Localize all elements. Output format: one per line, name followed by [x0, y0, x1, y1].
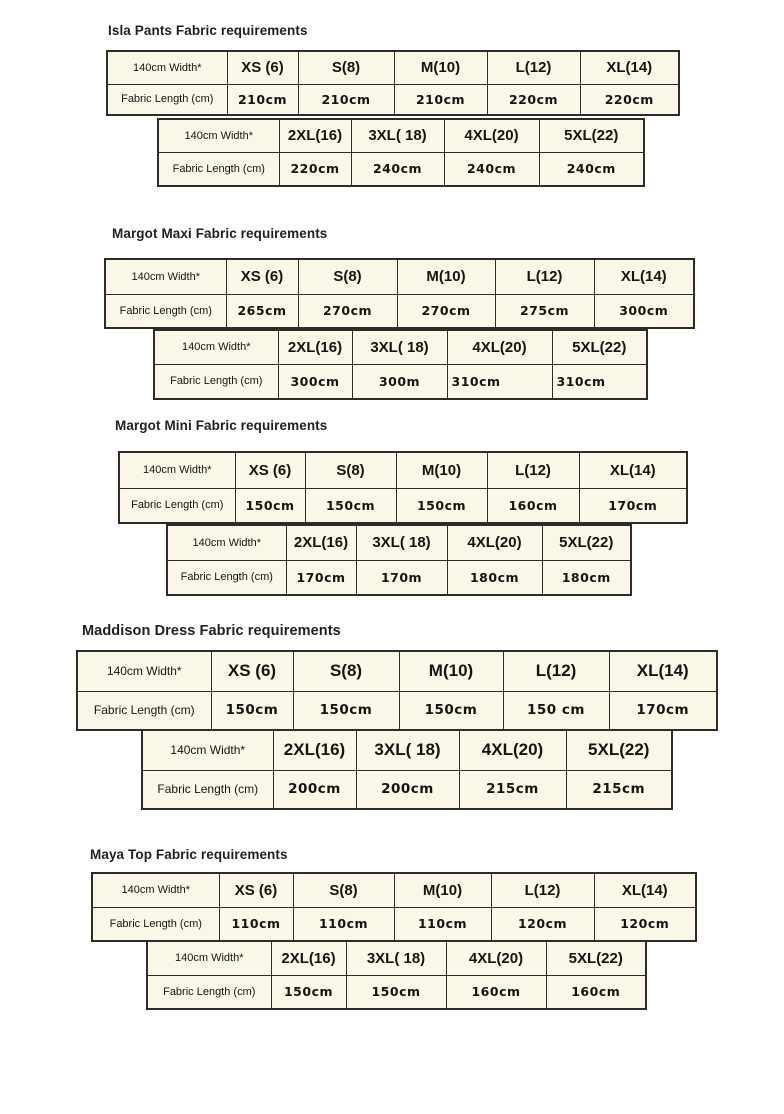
- size-header-cell: 2XL(16): [279, 119, 351, 152]
- fabric-length-value-cell: 170m: [356, 560, 447, 595]
- fabric-length-value-cell: 150cm: [305, 488, 396, 523]
- size-header-cell: S(8): [305, 452, 396, 488]
- fabric-length-value-cell: 220cm: [580, 84, 679, 115]
- fabric-length-value-cell: 160cm: [546, 975, 646, 1009]
- size-header-cell: L(12): [495, 259, 594, 294]
- fabric-length-value-cell: 180cm: [447, 560, 542, 595]
- fabric-table-extended-sizes: [146, 940, 647, 1010]
- fabric-length-row: [142, 770, 672, 809]
- fabric-length-value-cell: 150cm: [211, 691, 293, 730]
- size-header-cell: XL(14): [580, 51, 679, 84]
- fabric-table-main-sizes: [118, 451, 688, 524]
- size-header-cell: 5XL(22): [542, 525, 631, 560]
- fabric-length-row: [119, 488, 687, 523]
- section-title: Margot Mini Fabric requirements: [115, 418, 328, 433]
- size-header-cell: 3XL( 18): [351, 119, 444, 152]
- fabric-table-main-sizes: [76, 650, 718, 731]
- size-header-cell: 3XL( 18): [352, 330, 447, 364]
- fabric-table-extended-sizes: [166, 524, 632, 596]
- size-header-cell: XS (6): [211, 651, 293, 691]
- fabric-length-value-cell: 220cm: [487, 84, 580, 115]
- fabric-length-value-cell: 220cm: [279, 152, 351, 186]
- size-header-cell: M(10): [397, 259, 495, 294]
- fabric-length-value-cell: 150 cm: [503, 691, 609, 730]
- fabric-length-label-cell: Fabric Length (cm): [77, 691, 211, 730]
- fabric-length-label-cell: Fabric Length (cm): [154, 364, 278, 399]
- width-corner-cell: 140cm Width*: [167, 525, 286, 560]
- fabric-length-label-cell: Fabric Length (cm): [167, 560, 286, 595]
- width-corner-cell: 140cm Width*: [158, 119, 279, 152]
- size-header-cell: XL(14): [609, 651, 717, 691]
- fabric-length-value-cell: 300cm: [278, 364, 352, 399]
- fabric-length-value-cell: 215cm: [566, 770, 672, 809]
- size-header-cell: 2XL(16): [286, 525, 356, 560]
- size-header-cell: S(8): [293, 873, 394, 907]
- size-header-row: [119, 452, 687, 488]
- section-title: Maddison Dress Fabric requirements: [82, 623, 341, 639]
- fabric-length-value-cell: 110cm: [394, 907, 491, 941]
- fabric-length-value-cell: 170cm: [609, 691, 717, 730]
- width-corner-cell: 140cm Width*: [154, 330, 278, 364]
- size-header-cell: S(8): [298, 51, 394, 84]
- fabric-length-row: [107, 84, 679, 115]
- size-header-row: [167, 525, 631, 560]
- fabric-length-value-cell: 275cm: [495, 294, 594, 328]
- size-header-row: [154, 330, 647, 364]
- size-header-cell: 3XL( 18): [346, 941, 446, 975]
- size-header-cell: M(10): [394, 873, 491, 907]
- fabric-length-row: [77, 691, 717, 730]
- size-header-row: [158, 119, 644, 152]
- fabric-length-row: [158, 152, 644, 186]
- fabric-length-label-cell: Fabric Length (cm): [92, 907, 219, 941]
- size-header-row: [92, 873, 696, 907]
- section-title: Maya Top Fabric requirements: [90, 847, 288, 862]
- section-title: Isla Pants Fabric requirements: [108, 23, 308, 38]
- fabric-length-value-cell: 160cm: [446, 975, 546, 1009]
- size-header-cell: 3XL( 18): [356, 525, 447, 560]
- fabric-length-label-cell: Fabric Length (cm): [105, 294, 226, 328]
- fabric-length-row: [92, 907, 696, 941]
- fabric-length-value-cell: 300cm: [594, 294, 694, 328]
- fabric-length-value-cell: 210cm: [394, 84, 487, 115]
- size-header-cell: 4XL(20): [444, 119, 539, 152]
- size-header-row: [77, 651, 717, 691]
- fabric-table-main-sizes: [104, 258, 695, 329]
- fabric-length-label-cell: Fabric Length (cm): [107, 84, 227, 115]
- size-header-cell: XL(14): [579, 452, 687, 488]
- fabric-length-label-cell: Fabric Length (cm): [119, 488, 235, 523]
- size-header-cell: XS (6): [219, 873, 293, 907]
- size-header-cell: 4XL(20): [459, 730, 566, 770]
- fabric-length-value-cell: 240cm: [351, 152, 444, 186]
- size-header-cell: 5XL(22): [539, 119, 644, 152]
- size-header-cell: L(12): [487, 51, 580, 84]
- fabric-length-row: [167, 560, 631, 595]
- fabric-length-label-cell: Fabric Length (cm): [147, 975, 271, 1009]
- fabric-table-extended-sizes: [157, 118, 645, 187]
- size-header-row: [142, 730, 672, 770]
- fabric-length-row: [154, 364, 647, 399]
- fabric-length-value-cell: 150cm: [396, 488, 487, 523]
- fabric-length-row: [147, 975, 646, 1009]
- fabric-length-value-cell: 150cm: [271, 975, 346, 1009]
- size-header-cell: S(8): [298, 259, 397, 294]
- fabric-table-extended-sizes: [153, 329, 648, 400]
- fabric-length-value-cell: 270cm: [298, 294, 397, 328]
- size-header-cell: M(10): [394, 51, 487, 84]
- fabric-length-value-cell: 120cm: [594, 907, 696, 941]
- fabric-length-value-cell: 150cm: [346, 975, 446, 1009]
- fabric-length-value-cell: 265cm: [226, 294, 298, 328]
- fabric-length-value-cell: 240cm: [539, 152, 644, 186]
- fabric-length-label-cell: Fabric Length (cm): [158, 152, 279, 186]
- fabric-length-value-cell: 200cm: [356, 770, 459, 809]
- fabric-length-value-cell: 300m: [352, 364, 447, 399]
- fabric-length-value-cell: 310cm: [552, 364, 647, 399]
- size-header-row: [147, 941, 646, 975]
- width-corner-cell: 140cm Width*: [119, 452, 235, 488]
- size-header-cell: XL(14): [594, 259, 694, 294]
- size-header-cell: 2XL(16): [273, 730, 356, 770]
- fabric-length-value-cell: 150cm: [235, 488, 305, 523]
- width-corner-cell: 140cm Width*: [77, 651, 211, 691]
- fabric-length-value-cell: 310cm: [447, 364, 552, 399]
- width-corner-cell: 140cm Width*: [142, 730, 273, 770]
- size-header-cell: L(12): [487, 452, 579, 488]
- fabric-length-value-cell: 210cm: [298, 84, 394, 115]
- size-header-row: [107, 51, 679, 84]
- fabric-length-value-cell: 150cm: [399, 691, 503, 730]
- fabric-length-value-cell: 240cm: [444, 152, 539, 186]
- fabric-length-value-cell: 110cm: [293, 907, 394, 941]
- size-header-cell: M(10): [396, 452, 487, 488]
- fabric-table-main-sizes: [106, 50, 680, 116]
- size-header-cell: 5XL(22): [566, 730, 672, 770]
- width-corner-cell: 140cm Width*: [105, 259, 226, 294]
- size-header-cell: 3XL( 18): [356, 730, 459, 770]
- fabric-length-value-cell: 180cm: [542, 560, 631, 595]
- width-corner-cell: 140cm Width*: [92, 873, 219, 907]
- fabric-length-value-cell: 170cm: [286, 560, 356, 595]
- fabric-length-label-cell: Fabric Length (cm): [142, 770, 273, 809]
- fabric-length-value-cell: 170cm: [579, 488, 687, 523]
- width-corner-cell: 140cm Width*: [147, 941, 271, 975]
- width-corner-cell: 140cm Width*: [107, 51, 227, 84]
- size-header-cell: 2XL(16): [271, 941, 346, 975]
- fabric-length-value-cell: 200cm: [273, 770, 356, 809]
- fabric-length-value-cell: 120cm: [491, 907, 594, 941]
- section-title: Margot Maxi Fabric requirements: [112, 226, 328, 241]
- size-header-cell: XL(14): [594, 873, 696, 907]
- size-header-cell: L(12): [491, 873, 594, 907]
- fabric-length-value-cell: 210cm: [227, 84, 298, 115]
- size-header-cell: XS (6): [235, 452, 305, 488]
- fabric-table-extended-sizes: [141, 729, 673, 810]
- size-header-cell: L(12): [503, 651, 609, 691]
- size-header-cell: 4XL(20): [446, 941, 546, 975]
- fabric-length-value-cell: 270cm: [397, 294, 495, 328]
- fabric-length-value-cell: 150cm: [293, 691, 399, 730]
- size-header-cell: XS (6): [226, 259, 298, 294]
- fabric-length-value-cell: 160cm: [487, 488, 579, 523]
- size-header-cell: 5XL(22): [552, 330, 647, 364]
- size-header-cell: 2XL(16): [278, 330, 352, 364]
- size-header-cell: 4XL(20): [447, 330, 552, 364]
- fabric-length-row: [105, 294, 694, 328]
- fabric-table-main-sizes: [91, 872, 697, 942]
- size-header-row: [105, 259, 694, 294]
- size-header-cell: S(8): [293, 651, 399, 691]
- size-header-cell: 5XL(22): [546, 941, 646, 975]
- size-header-cell: 4XL(20): [447, 525, 542, 560]
- size-header-cell: M(10): [399, 651, 503, 691]
- fabric-length-value-cell: 215cm: [459, 770, 566, 809]
- size-header-cell: XS (6): [227, 51, 298, 84]
- fabric-length-value-cell: 110cm: [219, 907, 293, 941]
